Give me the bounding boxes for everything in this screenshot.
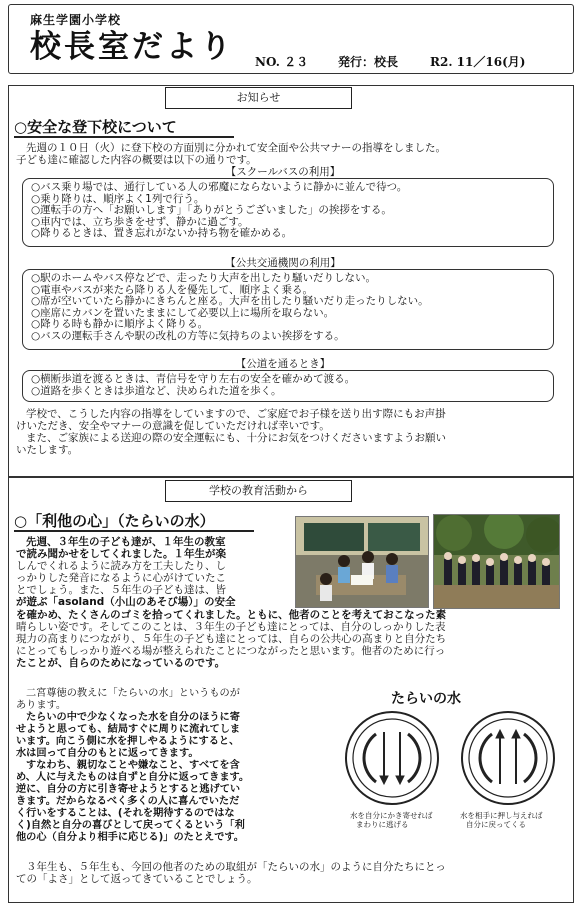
list-item: ○横断歩道を渡るときは、青信号を守り左右の安全を確かめて渡る。 (31, 373, 356, 385)
altruism-heading: ○「利他の心」（たらいの水） (14, 512, 215, 530)
heading-underline (14, 136, 234, 138)
school-bus-box (22, 178, 554, 247)
public-transport-box (22, 269, 554, 350)
tarai-caption-left: 水を自分にかき寄せれば まわりに逃げる (350, 811, 433, 829)
para1-full: を確かめ、たくさんのゴミを拾ってくれました。ともに、他者のことを考えておこなった素 晴らしい姿です。そしてこのことは、３年生の子ども達にとっては、自分のしっかりした表 現力の高まりにつながり、５年生の子ども達にとっては、自らの公共心の高まりと自分たち にとってもしっかり遊べる場が整えられたことにつながったと思います。他者のために行っ たことが、自らのためになっているのです。 (16, 609, 447, 669)
newsletter-title: 校長室だより (30, 29, 234, 65)
list-item: ○バス乗り場では、通行している人の邪魔にならないように静かに並んで待つ。 (31, 181, 408, 193)
publisher: 発行：校長 (338, 55, 399, 69)
para3: ３年生も、５年生も、今回の他者のための取組が「たらいの水」のように自分たちにとっ ての「よさ」として返ってきていることでしょう。 (16, 861, 446, 885)
school-bus-caption: 【スクールバスの利用】 (225, 166, 341, 178)
list-item: ○バスの運転手さんや駅の改札の方等に気持ちのよい挨拶をする。 (31, 329, 345, 342)
list-item: ○降りるときは、置き忘れがないか持ち物を確かめる。 (31, 227, 293, 239)
para2: 二宮尊徳の教えに「たらいの水」というものが あります。 たらいの中で少なくなった水を自分のほうに寄 せようと思っても、結局すぐに周りに流れてしま います。向こう側に水を押しやるようにすると、 水は回って自分のもとに返ってきます。 すなわち、親切なことや嫌なこと、すべてを含 め、人に与えたものは自ずと自分に返ってきます。 逆に、自分の方に引き寄せようとすると逃げてい きます。だからなるべく多くの人に喜んでいただ く行いをすることは、(それを期待するのではな く)自然と自分の喜びとして戻ってくるという「利 他の心（自分より相手に応じる)」のたとえです。 (16, 688, 250, 843)
classroom-photo (295, 516, 429, 608)
right-tub (462, 712, 554, 804)
outdoor-photo (433, 514, 560, 609)
closing-paragraph: 学校で、こうした内容の指導をしていますので、ご家庭でお子様を送り出す際にもお声掛 けいただき、安全やマナーの意識を促していただければ幸いです。 また、ご家族による送迎の際の安全運転にも、十分にお気をつけくださいますようお願い いたします。 (16, 408, 446, 456)
safety-heading: ○安全な登下校について (14, 118, 177, 136)
list-item: ○座席にカバンを置いたままにして必要以上に場所を取らない。 (31, 306, 335, 319)
notice-section-label: お知らせ (165, 87, 352, 109)
list-item: ○道路を歩くときは歩道など、決められた道を歩く。 (31, 384, 282, 397)
list-item: ○駅のホームやバス停などで、走ったり大声を出したり騒いだりしない。 (31, 272, 376, 284)
tarai-illustration (336, 704, 566, 809)
para1-left: 先週、３年生の子ども達が、１年生の教室 で読み聞かせをしてくれました。１年生が楽 しんでくれるように読み方を工夫したり、し っかりした発音になるように心がけていたこ とでしょう。また、５年生の子ども達は、皆 が遊ぶ「asoland（小山のあそび場）」の安全 (16, 536, 236, 608)
tarai-title: たらいの水 (391, 691, 461, 707)
issue-date: R2. 11／16(月) (430, 55, 526, 69)
list-item: ○乗り降りは、順序よく1列で行う。 (31, 192, 205, 205)
activity-section-label: 学校の教育活動から (165, 480, 352, 502)
heading-underline (14, 530, 254, 532)
intro-paragraph: 先週の１０日（火）に登下校の方面別に分かれて安全面や公共マナーの指導をしました。 子ども達に確認した内容の概要は以下の通りです。 (16, 142, 446, 166)
tarai-caption-right: 水を相手に押し与えれば 自分に戻ってくる (460, 811, 543, 829)
road-caption: 【公道を通るとき】 (235, 358, 331, 370)
left-tub (346, 712, 438, 804)
road-box (22, 370, 554, 402)
list-item: ○運転手の方へ「お願いします」「ありがとうございました」の挨拶をする。 (31, 204, 392, 216)
list-item: ○席が空いていたら静かにきちんと座る。大声を出したり騒いだり走ったりしない。 (31, 295, 429, 307)
public-transport-caption: 【公共交通機関の利用】 (225, 257, 341, 269)
school-name: 麻生学園小学校 (30, 13, 122, 27)
list-item: ○電車やバスが来たら降りる人を優先して、順序よく乗る。 (31, 283, 313, 296)
list-item: ○降りる時も静かに順序よく降りる。 (31, 318, 209, 330)
issue-number: NO. ２３ (255, 55, 309, 69)
list-item: ○車内では、立ち歩きをせず、静かに過ごす。 (31, 215, 249, 228)
